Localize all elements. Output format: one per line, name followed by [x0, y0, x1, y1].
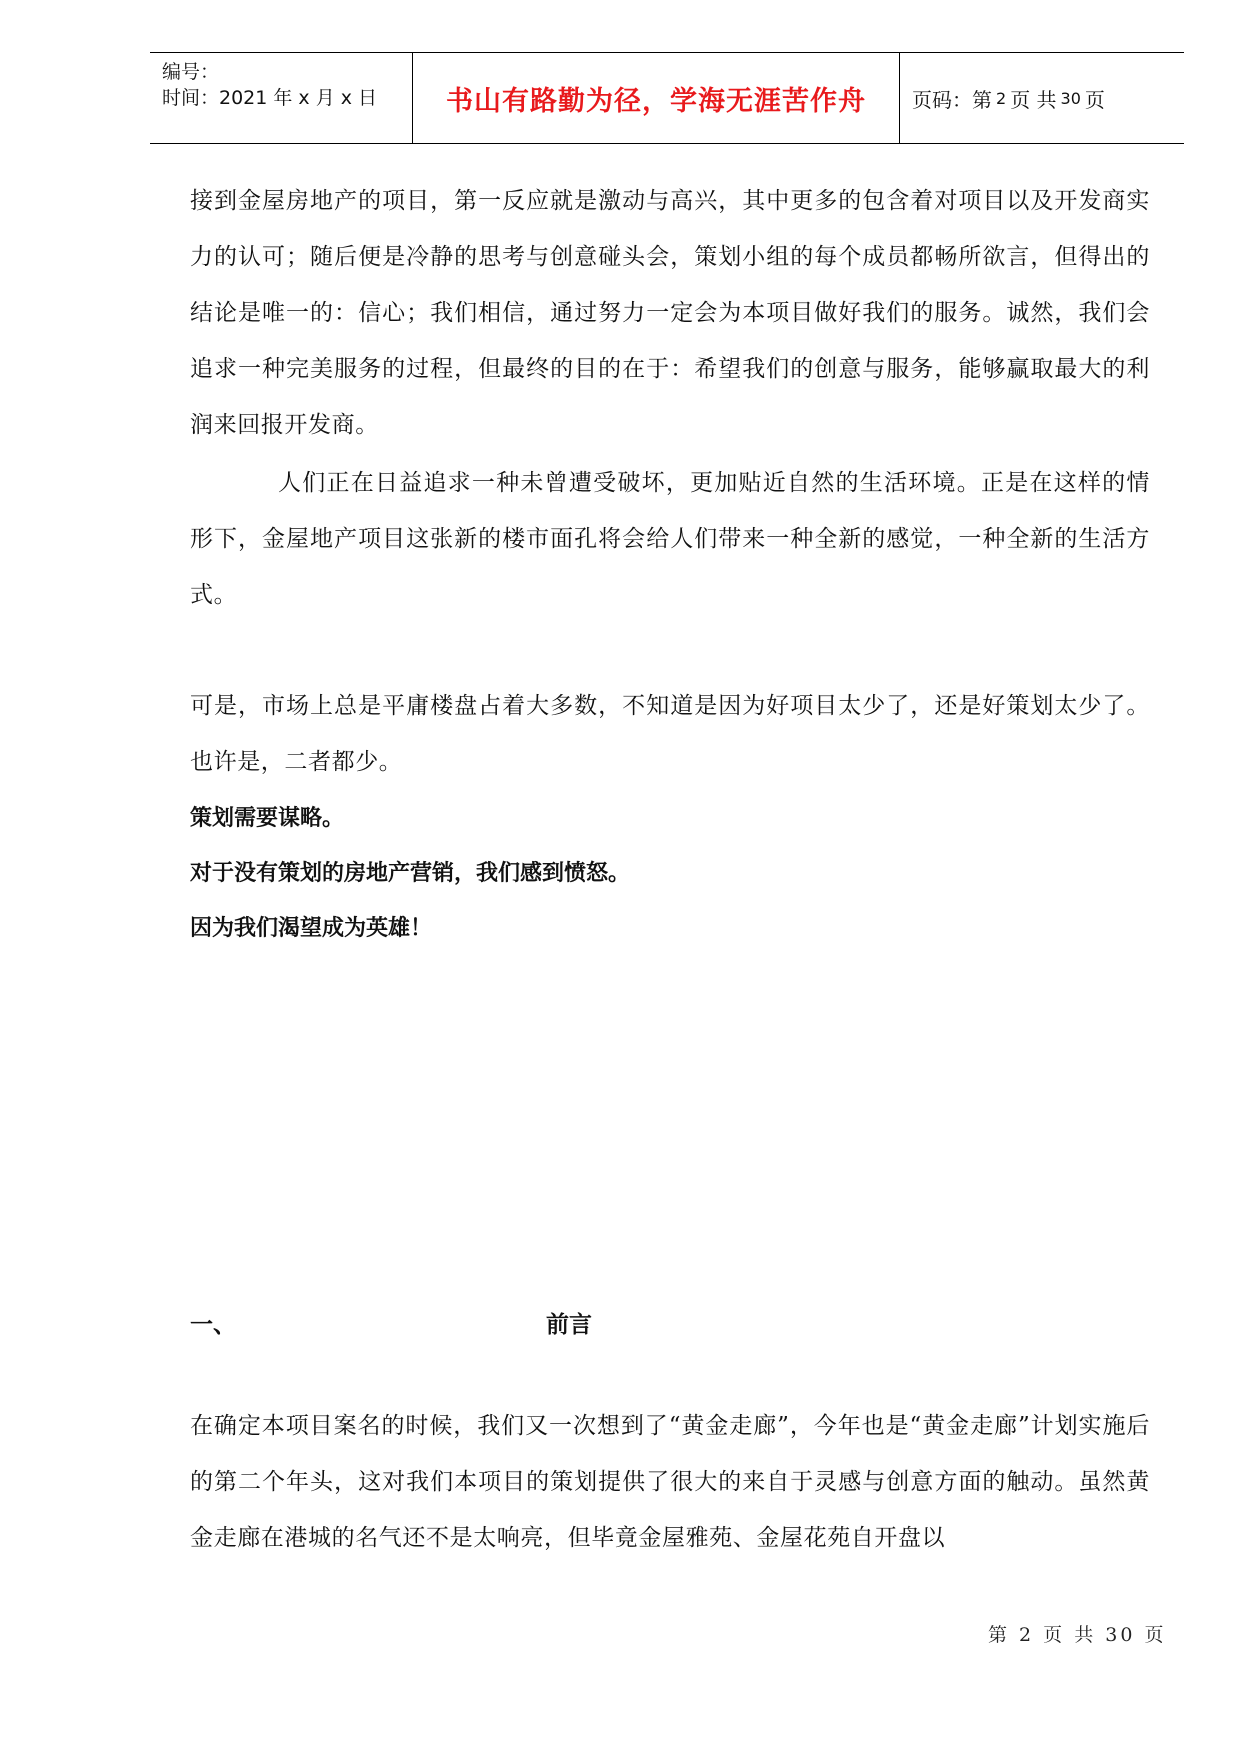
document-time-label: 时间：2021 年 x 月 x 日	[162, 87, 378, 109]
section-heading	[190, 1306, 592, 1339]
page-prefix: 页码：第	[912, 87, 992, 112]
page-footer: 第 2 页 共 30 页	[988, 1624, 1167, 1646]
bold-line-anger: 对于没有策划的房地产营销，我们感到愤怒。	[190, 861, 631, 886]
header-meta-cell	[150, 53, 413, 143]
page-suffix: 页	[1084, 87, 1105, 112]
header-motto: 书山有路勤为径，学海无涯苦作舟	[446, 85, 866, 117]
paragraph-intro: 接到金屋房地产的项目，第一反应就是激动与高兴，其中更多的包含着对项目以及开发商实力的认可；随后便是冷静的思考与创意碰头会，策划小组的每个成员都畅所欲言，但得出的结论是唯一的：信心；我们相信，通过努力一定会为本项目做好我们的服务。诚然，我们会追求一种完美服务的过程，但最终的目的在于：希望我们的创意与服务，能够赢取最大的利润来回报开发商。	[190, 188, 1150, 438]
document-number-label: 编号：	[162, 61, 220, 83]
bold-line-strategy: 策划需要谋略。	[190, 806, 345, 831]
bold-line-heroes: 因为我们渴望成为英雄！	[190, 916, 433, 941]
section-title: 前言	[546, 1312, 592, 1338]
document-header	[150, 52, 1184, 144]
paragraph-lifestyle: 人们正在日益追求一种未曾遭受破坏，更加贴近自然的生活环境。正是在这样的情形下，金屋地产项目这张新的楼市面孔将会给人们带来一种全新的感觉，一种全新的生活方式。	[190, 470, 1150, 608]
page-current: 2	[996, 88, 1007, 108]
header-page-cell	[900, 53, 1184, 143]
section-number: 一、	[190, 1312, 236, 1338]
page-total: 30	[1060, 88, 1081, 108]
header-motto-cell	[413, 53, 900, 143]
paragraph-market: 可是，市场上总是平庸楼盘占着大多数，不知道是因为好项目太少了，还是好策划太少了。也许是，二者都少。	[190, 693, 1150, 775]
paragraph-preface: 在确定本项目案名的时候，我们又一次想到了“黄金走廊”，今年也是“黄金走廊”计划实施后的第二个年头，这对我们本项目的策划提供了很大的来自于灵感与创意方面的触动。虽然黄金走廊在港城的名气还不是太响亮，但毕竟金屋雅苑、金屋花苑自开盘以	[190, 1413, 1150, 1551]
page-mid: 页 共	[1010, 87, 1057, 112]
